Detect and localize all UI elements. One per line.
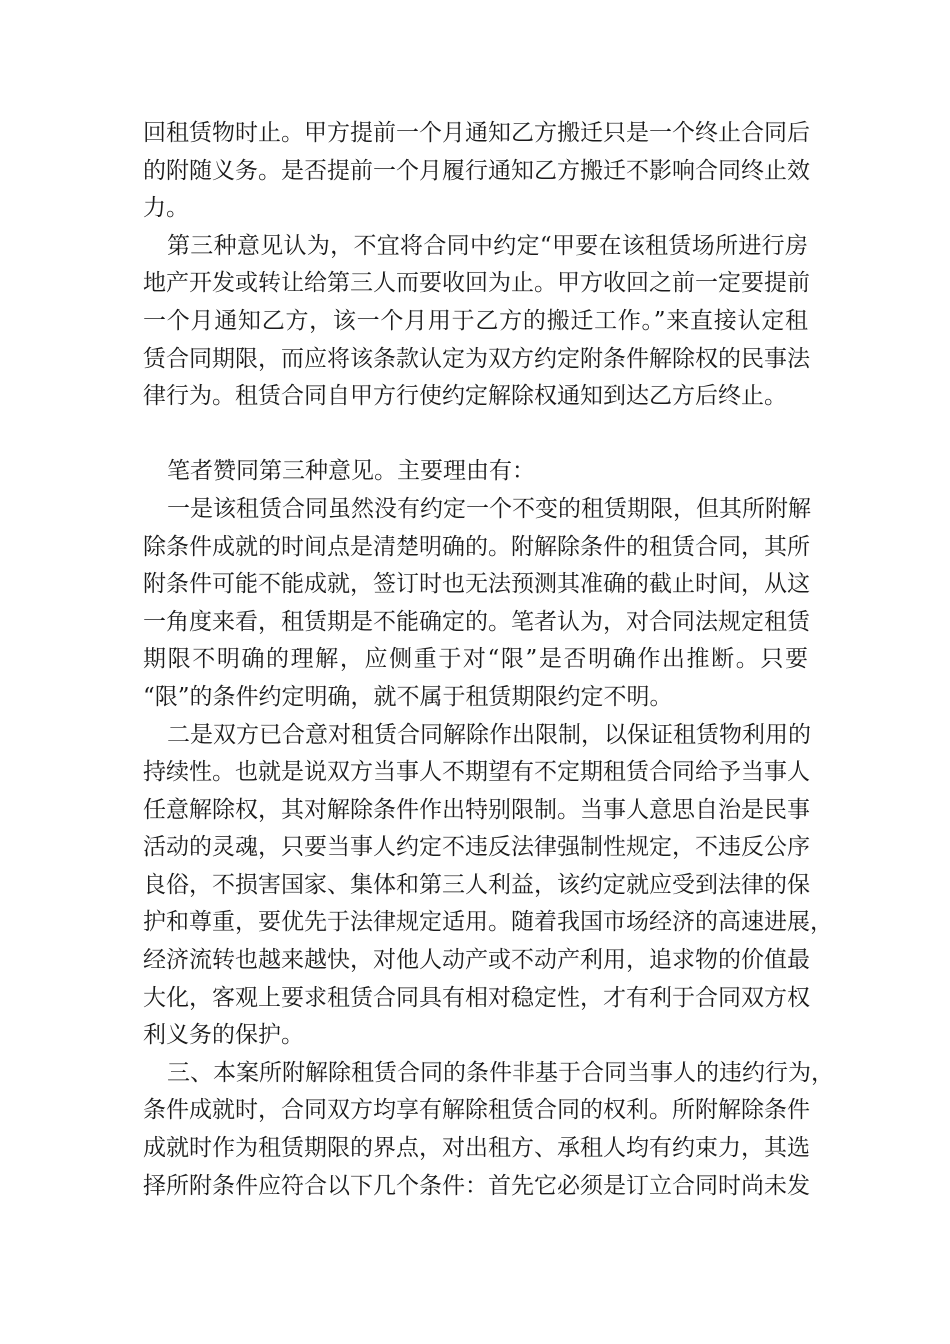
text-line: 三、本案所附解除租赁合同的条件非基于合同当事人的违约行为， bbox=[167, 1059, 834, 1086]
text-line: 择所附条件应符合以下几个条件：首先它必须是订立合同时尚未发 bbox=[143, 1172, 810, 1199]
text-line: 一角度来看，租赁期是不能确定的。笔者认为，对合同法规定租赁 bbox=[143, 608, 810, 635]
paragraph bbox=[143, 717, 833, 1055]
text-line: 律行为。租赁合同自甲方行使约定解除权通知到达乙方后终止。 bbox=[143, 383, 787, 410]
text-line: 成就时作为租赁期限的界点，对出租方、承租人均有约束力，其选 bbox=[143, 1135, 810, 1162]
text-line: 持续性。也就是说双方当事人不期望有不定期租赁合同给予当事人 bbox=[143, 759, 810, 786]
text-line: 回租赁物时止。甲方提前一个月通知乙方搬迁只是一个终止合同后 bbox=[143, 120, 810, 146]
text-line: 良俗，不损害国家、集体和第三人利益，该约定就应受到法律的保 bbox=[143, 871, 810, 898]
text-line: 期限不明确的理解，应侧重于对“限”是否明确作出推断。只要 bbox=[143, 646, 808, 673]
text-line: 二是双方已合意对租赁合同解除作出限制，以保证租赁物利用的 bbox=[167, 721, 811, 748]
text-line: 一个月通知乙方，该一个月用于乙方的搬迁工作。”来直接认定租 bbox=[143, 307, 808, 334]
text-line: 附条件可能不能成就，签订时也无法预测其准确的截止时间，从这 bbox=[143, 571, 810, 598]
text-line: 任意解除权，其对解除条件作出特别限制。当事人意思自治是民事 bbox=[143, 796, 810, 823]
body-text bbox=[143, 115, 834, 1205]
text-line: “限”的条件约定明确，就不属于租赁期限约定不明。 bbox=[143, 683, 673, 710]
text-line: 赁合同期限，而应将该条款认定为双方约定附条件解除权的民事法 bbox=[143, 345, 810, 372]
paragraph bbox=[143, 228, 808, 416]
text-line: 力。 bbox=[143, 195, 189, 222]
text-line: 一是该租赁合同虽然没有约定一个不变的租赁期限，但其所附解 bbox=[167, 495, 811, 522]
blank-line bbox=[143, 416, 808, 454]
text-line: 的附随义务。是否提前一个月履行通知乙方搬迁不影响合同终止效 bbox=[143, 157, 810, 184]
text-line: 活动的灵魂，只要当事人约定不违反法律强制性规定，不违反公序 bbox=[143, 834, 810, 861]
paragraph bbox=[143, 453, 808, 491]
text-line: 条件成就时，合同双方均享有解除租赁合同的权利。所附解除条件 bbox=[143, 1097, 810, 1124]
paragraph bbox=[143, 1055, 834, 1205]
text-line: 地产开发或转让给第三人而要收回为止。甲方收回之前一定要提前 bbox=[143, 270, 810, 297]
text-line: 除条件成就的时间点是清楚明确的。附解除条件的租赁合同，其所 bbox=[143, 533, 810, 560]
text-line: 笔者赞同第三种意见。主要理由有： bbox=[167, 458, 535, 485]
text-line: 护和尊重，要优先于法律规定适用。随着我国市场经济的高速进展， bbox=[143, 909, 833, 936]
paragraph bbox=[143, 115, 808, 228]
paragraph bbox=[143, 491, 811, 717]
text-line: 经济流转也越来越快，对他人动产或不动产利用，追求物的价值最 bbox=[143, 947, 810, 974]
text-line: 大化，客观上要求租赁合同具有相对稳定性，才有利于合同双方权 bbox=[143, 984, 810, 1011]
text-line: 利义务的保护。 bbox=[143, 1022, 304, 1049]
text-line: 第三种意见认为，不宜将合同中约定“甲要在该租赁场所进行房 bbox=[167, 232, 808, 259]
